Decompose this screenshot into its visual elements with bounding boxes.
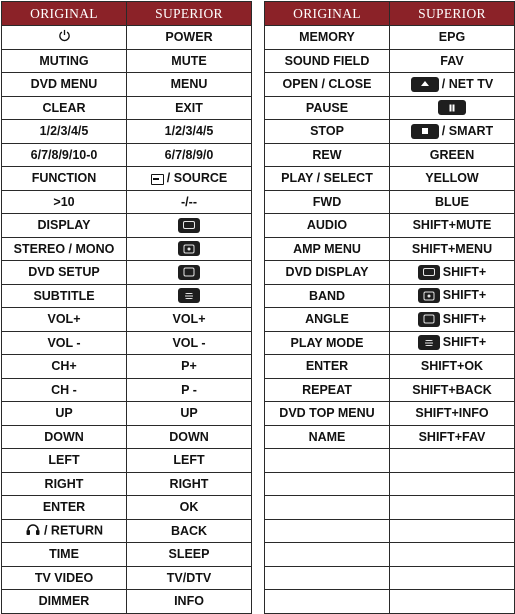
table-row	[265, 496, 515, 520]
original-label: ENTER	[42, 500, 86, 515]
table-row	[265, 472, 515, 496]
superior-cell	[127, 308, 252, 332]
superior-label: MENU	[170, 77, 208, 92]
superior-cell	[127, 49, 252, 73]
superior-cell	[390, 590, 515, 614]
table-row	[2, 543, 252, 567]
original-cell	[265, 261, 390, 285]
original-cell	[265, 543, 390, 567]
superior-cell	[390, 284, 515, 308]
table-row	[2, 214, 252, 238]
table-row	[265, 261, 515, 285]
superior-cell	[127, 190, 252, 214]
table-row	[2, 284, 252, 308]
original-label: DVD MENU	[30, 77, 98, 92]
superior-label: UP	[180, 406, 198, 421]
superior-label: BLUE	[434, 194, 470, 209]
original-cell	[2, 496, 127, 520]
original-header: ORIGINAL	[265, 2, 390, 26]
original-cell	[2, 143, 127, 167]
original-cell	[2, 261, 127, 285]
superior-cell	[127, 120, 252, 144]
superior-cell	[127, 543, 252, 567]
superior-label: 6/7/8/9/0	[164, 147, 214, 162]
superior-label: VOL -	[172, 335, 206, 350]
original-cell	[2, 566, 127, 590]
original-cell	[265, 425, 390, 449]
superior-cell	[127, 402, 252, 426]
original-cell	[2, 73, 127, 97]
superior-label: / NET TV	[441, 76, 494, 91]
original-cell	[265, 143, 390, 167]
table-row	[2, 378, 252, 402]
original-label: REPEAT	[302, 382, 352, 397]
superior-cell	[390, 96, 515, 120]
original-cell	[265, 590, 390, 614]
superior-cell	[390, 214, 515, 238]
table-row	[265, 425, 515, 449]
original-cell	[2, 96, 127, 120]
original-cell	[265, 284, 390, 308]
original-label: PLAY / SELECT	[281, 171, 373, 186]
original-cell	[265, 402, 390, 426]
superior-label: / SMART	[441, 123, 494, 138]
table-row	[2, 96, 252, 120]
original-label: CLEAR	[42, 100, 86, 115]
table-row	[2, 49, 252, 73]
original-cell	[2, 378, 127, 402]
original-label: >10	[53, 194, 75, 209]
table-row	[2, 237, 252, 261]
original-cell	[265, 120, 390, 144]
original-label: TV VIDEO	[34, 570, 94, 585]
table-row	[2, 143, 252, 167]
superior-label: INFO	[174, 594, 204, 609]
superior-cell	[390, 190, 515, 214]
superior-header: SUPERIOR	[127, 2, 252, 26]
superior-cell	[390, 378, 515, 402]
superior-label: SHIFT+FAV	[418, 429, 486, 444]
superior-label: EPG	[438, 30, 466, 45]
return-icon	[25, 523, 41, 539]
original-cell	[2, 472, 127, 496]
table-row	[265, 331, 515, 355]
table-row	[2, 566, 252, 590]
original-cell	[2, 167, 127, 191]
superior-cell	[390, 472, 515, 496]
superior-label: SLEEP	[168, 547, 210, 562]
header-row	[2, 2, 252, 26]
original-label: 6/7/8/9/10-0	[30, 147, 98, 162]
table-row	[265, 543, 515, 567]
superior-label: SHIFT+	[442, 335, 487, 350]
superior-label: GREEN	[429, 147, 475, 162]
superior-label: SHIFT+OK	[420, 359, 484, 374]
table-row	[265, 355, 515, 379]
original-label: DVD DISPLAY	[285, 265, 369, 280]
superior-cell	[127, 378, 252, 402]
superior-label: SHIFT+	[442, 288, 487, 303]
superior-cell	[127, 425, 252, 449]
original-label: VOL -	[47, 335, 81, 350]
original-label: CH -	[51, 382, 77, 397]
original-cell	[2, 214, 127, 238]
table-row	[2, 590, 252, 614]
original-cell	[2, 49, 127, 73]
pause-key-icon	[438, 100, 466, 115]
original-label: FUNCTION	[31, 171, 97, 186]
superior-cell	[127, 26, 252, 50]
left-mapping-table	[1, 1, 252, 614]
original-cell	[265, 331, 390, 355]
superior-label: EXIT	[175, 100, 203, 115]
superior-label: YELLOW	[425, 171, 479, 186]
table-row	[265, 167, 515, 191]
original-label: STEREO / MONO	[13, 241, 115, 256]
original-label: DVD SETUP	[28, 265, 100, 280]
original-cell	[2, 331, 127, 355]
superior-label: LEFT	[173, 453, 205, 468]
table-row	[2, 402, 252, 426]
superior-label: OK	[179, 500, 199, 515]
original-label: ANGLE	[305, 312, 349, 327]
superior-label: SHIFT+BACK	[412, 382, 492, 397]
original-label: DIMMER	[38, 594, 90, 609]
table-row	[265, 190, 515, 214]
superior-cell	[390, 120, 515, 144]
superior-cell	[127, 214, 252, 238]
original-cell	[265, 566, 390, 590]
original-cell	[2, 284, 127, 308]
superior-cell	[127, 449, 252, 473]
superior-label: DOWN	[169, 429, 209, 444]
table-row	[265, 96, 515, 120]
superior-cell	[390, 449, 515, 473]
superior-cell	[390, 261, 515, 285]
original-label: PLAY MODE	[290, 335, 364, 350]
superior-cell	[127, 590, 252, 614]
superior-cell	[127, 261, 252, 285]
original-label: / RETURN	[43, 523, 104, 538]
superior-cell	[127, 167, 252, 191]
superior-cell	[127, 519, 252, 543]
table-row	[265, 590, 515, 614]
table-row	[265, 26, 515, 50]
table-row	[265, 402, 515, 426]
original-label: BAND	[308, 288, 346, 303]
audio-key-icon	[418, 288, 440, 303]
original-label: PAUSE	[305, 100, 349, 115]
original-label: TIME	[49, 547, 79, 562]
original-cell	[2, 519, 127, 543]
original-cell	[265, 73, 390, 97]
original-label: MUTING	[39, 53, 89, 68]
superior-label: SHIFT+MENU	[411, 241, 493, 256]
table-row	[265, 378, 515, 402]
superior-label: P+	[181, 359, 197, 374]
table-row	[2, 449, 252, 473]
original-label: REW	[312, 147, 342, 162]
superior-cell	[390, 73, 515, 97]
original-cell	[2, 237, 127, 261]
display-key-icon	[178, 218, 200, 233]
power-icon	[58, 29, 71, 45]
original-label: SOUND FIELD	[284, 53, 370, 68]
original-cell	[265, 378, 390, 402]
superior-cell	[390, 355, 515, 379]
table-row	[2, 425, 252, 449]
original-cell	[265, 472, 390, 496]
table-row	[2, 308, 252, 332]
original-cell	[2, 402, 127, 426]
original-cell	[2, 590, 127, 614]
superior-label: SHIFT+INFO	[415, 406, 489, 421]
superior-cell	[127, 472, 252, 496]
superior-cell	[390, 237, 515, 261]
original-label: NAME	[308, 429, 346, 444]
table-row	[265, 49, 515, 73]
original-label: FWD	[312, 194, 342, 209]
table-row	[2, 261, 252, 285]
original-label: AUDIO	[306, 218, 348, 233]
superior-cell	[127, 496, 252, 520]
superior-label: VOL+	[172, 312, 206, 327]
superior-cell	[127, 237, 252, 261]
superior-cell	[390, 167, 515, 191]
table-row	[265, 519, 515, 543]
superior-cell	[127, 284, 252, 308]
original-label: DISPLAY	[37, 218, 91, 233]
original-label: LEFT	[48, 453, 80, 468]
table-row	[2, 167, 252, 191]
original-cell	[265, 237, 390, 261]
superior-label: -/--	[181, 194, 197, 209]
original-cell	[265, 49, 390, 73]
setup-key-icon	[418, 312, 440, 327]
superior-cell	[390, 519, 515, 543]
superior-cell	[390, 308, 515, 332]
stop-key-icon	[411, 124, 439, 139]
original-header: ORIGINAL	[2, 2, 127, 26]
table-row	[2, 519, 252, 543]
superior-cell	[127, 73, 252, 97]
original-cell	[265, 519, 390, 543]
superior-label: SHIFT+	[442, 264, 487, 279]
superior-cell	[127, 96, 252, 120]
superior-label: BACK	[170, 523, 208, 538]
original-cell	[2, 355, 127, 379]
table-row	[265, 449, 515, 473]
subtitle-key-icon	[178, 288, 200, 303]
original-label: 1/2/3/4/5	[39, 124, 89, 139]
table-row	[2, 190, 252, 214]
original-cell	[265, 308, 390, 332]
superior-label: P -	[181, 382, 197, 397]
superior-cell	[390, 425, 515, 449]
table-row	[265, 73, 515, 97]
superior-cell	[390, 143, 515, 167]
table-row	[265, 308, 515, 332]
table-row	[2, 26, 252, 50]
superior-label: RIGHT	[169, 476, 209, 491]
original-cell	[2, 190, 127, 214]
source-icon	[151, 172, 164, 186]
superior-label: SHIFT+	[442, 311, 487, 326]
table-row	[265, 566, 515, 590]
superior-cell	[390, 26, 515, 50]
table-row	[2, 120, 252, 144]
table-row	[2, 73, 252, 97]
original-label: DVD TOP MENU	[279, 406, 375, 421]
table-row	[265, 214, 515, 238]
superior-cell	[127, 566, 252, 590]
original-label: UP	[55, 406, 73, 421]
original-cell	[2, 543, 127, 567]
superior-cell	[390, 402, 515, 426]
original-cell	[265, 190, 390, 214]
setup-key-icon	[178, 265, 200, 280]
original-label: VOL+	[47, 312, 81, 327]
superior-cell	[127, 355, 252, 379]
superior-label: TV/DTV	[166, 570, 212, 585]
original-label: STOP	[310, 124, 344, 139]
display-key-icon	[418, 265, 440, 280]
original-cell	[265, 26, 390, 50]
original-label: ENTER	[305, 359, 349, 374]
superior-cell	[390, 496, 515, 520]
table-row	[2, 355, 252, 379]
original-cell	[265, 449, 390, 473]
original-cell	[265, 355, 390, 379]
subtitle-key-icon	[418, 335, 440, 350]
original-label: DOWN	[44, 429, 84, 444]
eject-key-icon	[411, 77, 439, 92]
audio-key-icon	[178, 241, 200, 256]
superior-cell	[127, 143, 252, 167]
superior-cell	[390, 566, 515, 590]
superior-label: FAV	[440, 53, 464, 68]
right-mapping-table	[264, 1, 515, 614]
superior-cell	[127, 331, 252, 355]
original-label: MEMORY	[299, 30, 355, 45]
superior-label: SHIFT+MUTE	[412, 218, 492, 233]
original-cell	[2, 120, 127, 144]
superior-label: 1/2/3/4/5	[164, 124, 214, 139]
superior-label: / SOURCE	[166, 170, 228, 185]
superior-cell	[390, 543, 515, 567]
original-label: RIGHT	[44, 476, 84, 491]
table-row	[265, 143, 515, 167]
table-row	[265, 237, 515, 261]
table-row	[2, 496, 252, 520]
original-cell	[265, 496, 390, 520]
original-cell	[265, 214, 390, 238]
original-label: OPEN / CLOSE	[282, 77, 372, 92]
original-label: SUBTITLE	[33, 288, 95, 303]
superior-label: POWER	[165, 30, 213, 45]
original-label: CH+	[51, 359, 77, 374]
superior-header: SUPERIOR	[390, 2, 515, 26]
table-row	[265, 120, 515, 144]
superior-cell	[390, 49, 515, 73]
header-row	[265, 2, 515, 26]
superior-cell	[390, 331, 515, 355]
original-cell	[2, 26, 127, 50]
table-row	[265, 284, 515, 308]
original-label: AMP MENU	[293, 241, 361, 256]
original-cell	[2, 449, 127, 473]
original-cell	[265, 96, 390, 120]
original-cell	[2, 425, 127, 449]
table-row	[2, 472, 252, 496]
original-cell	[2, 308, 127, 332]
table-row	[2, 331, 252, 355]
superior-label: MUTE	[171, 53, 207, 68]
original-cell	[265, 167, 390, 191]
